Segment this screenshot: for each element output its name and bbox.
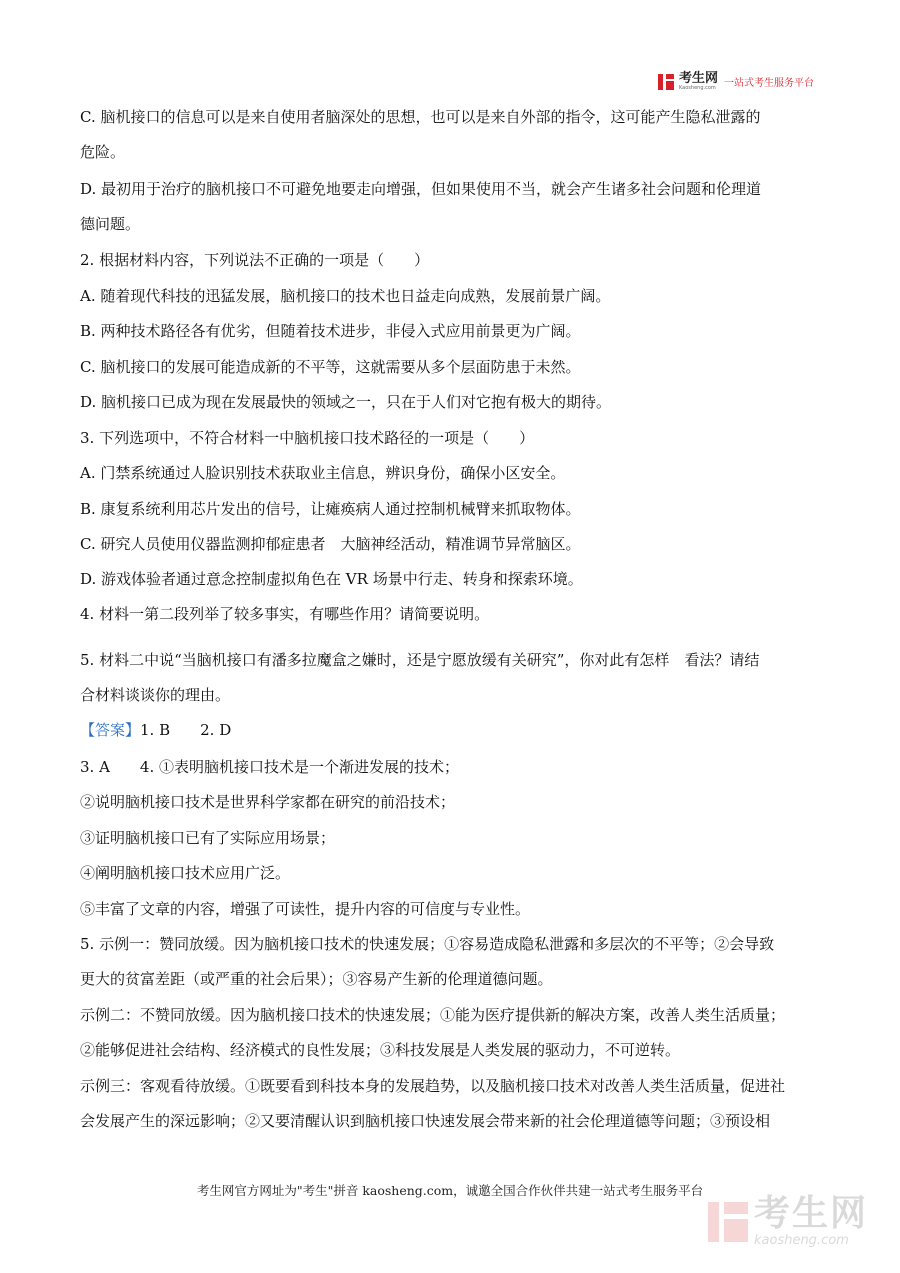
answer-line: ④阐明脑机接口技术应用广泛。 [80,864,291,882]
logo-name: 考生网 [678,71,718,86]
logo-domain: Kaosheng.com [678,85,716,91]
option-line: D. 脑机接口已成为现在发展最快的领域之一，只在于人们对它抱有极大的期待。 [80,393,612,411]
option-line: C. 研究人员使用仪器监测抑郁症患者 大脑神经活动，精准调节异常脑区。 [80,535,581,553]
text-line: 德问题。 [80,215,141,233]
answer-line: 更大的贫富差距（或严重的社会后果）；③容易产生新的伦理道德问题。 [80,970,553,988]
answer-line: 5. 示例一：赞同放缓。因为脑机接口技术的快速发展；①容易造成隐私泄露和多层次的不平等；②会导致 [80,935,775,953]
answer-line: ②能够促进社会结构、经济模式的良性发展；③科技发展是人类发展的驱动力，不可逆转。 [80,1041,681,1059]
answer-tag: 【答案】 [80,721,141,739]
answer-line: ⑤丰富了文章的内容，增强了可读性，提升内容的可信度与专业性。 [80,900,531,918]
page-footer: 考生网官方网址为"考生"拼音 kaosheng.com，诚邀全国合作伙伴共建一站式考生服务平台 [196,1183,704,1198]
answer-line: 会发展产生的深远影响；②又要清醒认识到脑机接口快速发展会带来新的社会伦理道德等问题；③预设相 [80,1112,771,1130]
option-line: A. 门禁系统通过人脸识别技术获取业主信息，辨识身份，确保小区安全。 [80,464,566,482]
watermark-logo-icon [708,1202,748,1242]
answer-line: 示例三：客观看待放缓。①既要看到科技本身的发展趋势，以及脑机接口技术对改善人类生活质量，促进社 [80,1077,786,1095]
question-3: 3. 下列选项中，不符合材料一中脑机接口技术路径的一项是（ ） [80,429,535,447]
kaosheng-logo-icon [657,73,675,91]
text-line: C. 脑机接口的信息可以是来自使用者脑深处的思想，也可以是来自外部的指令，这可能产生隐私泄露的 [80,108,761,126]
logo-slogan: 一站式考生服务平台 [724,78,814,89]
option-line: C. 脑机接口的发展可能造成新的不平等，这就需要从多个层面防患于未然。 [80,358,581,376]
answer-line [80,721,231,740]
watermark-text [753,1193,868,1248]
text-line: 危险。 [80,143,126,161]
question-4: 4. 材料一第二段列举了较多事实，有哪些作用？请简要说明。 [80,605,490,623]
answer-line: ③证明脑机接口已有了实际应用场景； [80,829,336,847]
question-2: 2. 根据材料内容，下列说法不正确的一项是（ ） [80,251,430,269]
option-line: B. 康复系统利用芯片发出的信号，让瘫痪病人通过控制机械臂来抓取物体。 [80,500,581,518]
answer-1-2: 1. B 2. D [140,721,232,739]
logo-text [679,72,718,91]
text-line: 合材料谈谈你的理由。 [80,686,231,704]
watermark [708,1193,868,1248]
watermark-name: 考生网 [753,1193,868,1234]
text-line: D. 最初用于治疗的脑机接口不可避免地要走向增强，但如果使用不当，就会产生诸多社会问题和伦理道 [80,180,762,198]
answer-line: ②说明脑机接口技术是世界科学家都在研究的前沿技术； [80,793,456,811]
option-line: D. 游戏体验者通过意念控制虚拟角色在 VR 场景中行走、转身和探索环境。 [80,570,583,588]
question-5: 5. 材料二中说“当脑机接口有潘多拉魔盒之嫌时，还是宁愿放缓有关研究”，你对此有怎样 看法？请结 [80,651,760,669]
option-line: A. 随着现代科技的迅猛发展，脑机接口的技术也日益走向成熟，发展前景广阔。 [80,287,611,305]
header-logo [657,72,814,91]
option-line: B. 两种技术路径各有优劣，但随着技术进步，非侵入式应用前景更为广阔。 [80,322,581,340]
answer-line: 3. A 4. ①表明脑机接口技术是一个渐进发展的技术； [80,758,459,776]
watermark-domain: kaosheng.com [753,1233,849,1248]
answer-line: 示例二：不赞同放缓。因为脑机接口技术的快速发展；①能为医疗提供新的解决方案，改善人类生活质量； [80,1006,786,1024]
